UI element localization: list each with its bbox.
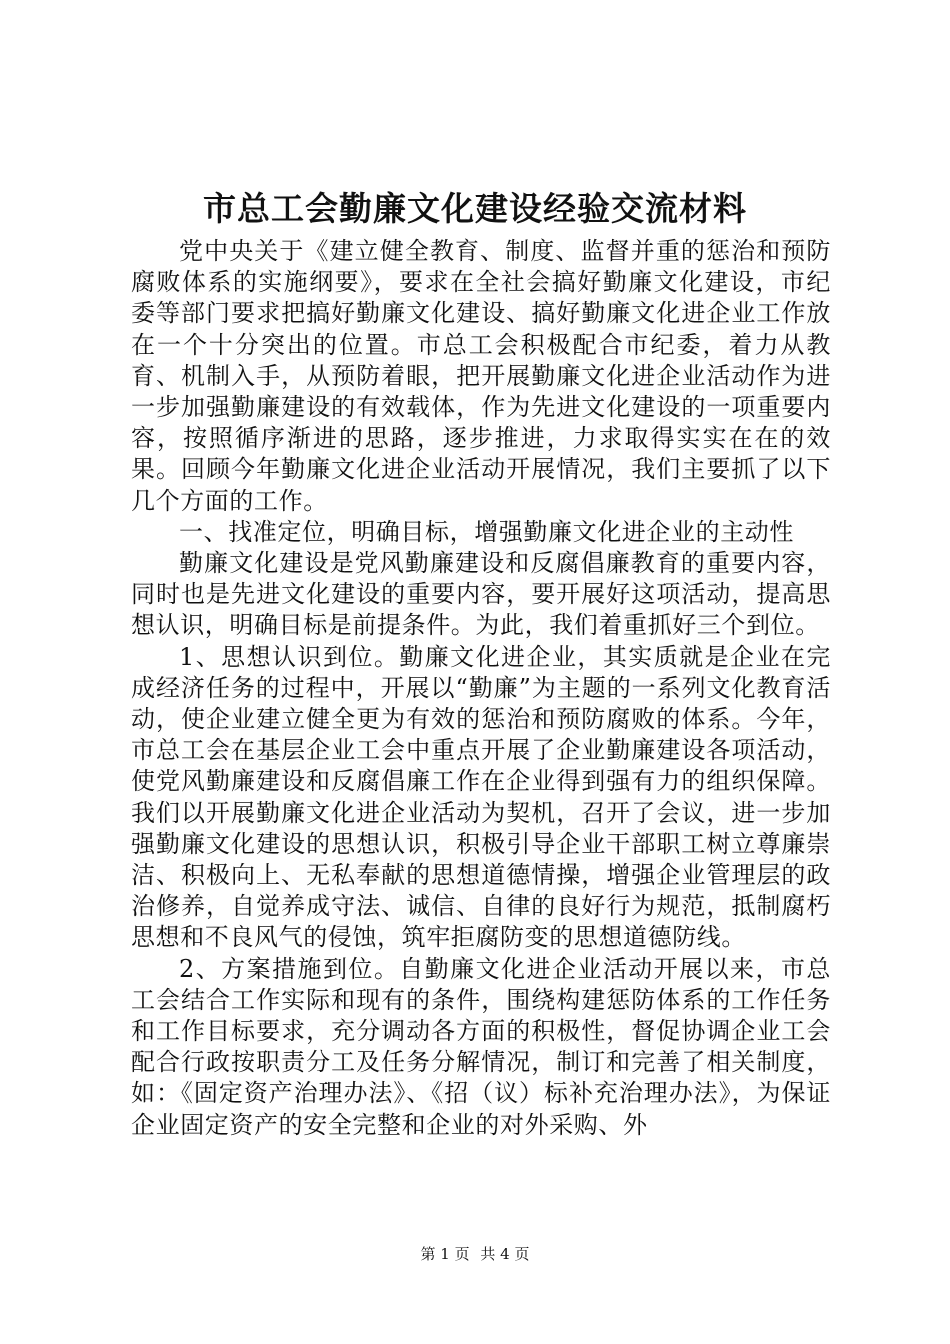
paragraph-item-1: 1、思想认识到位。勤廉文化进企业，其实质就是企业在完成经济任务的过程中，开展以“勤廉”为主题的一系列文化教育活动，使企业建立健全更为有效的惩治和预防腐败的体系。今年，市总工会在基层企业工会中重点开展了企业勤廉建设各项活动，使党风勤廉建设和反腐倡廉工作在企业得到强有力的组织保障。我们以开展勤廉文化进企业活动为契机，召开了会议，进一步加强勤廉文化建设的思想认识，积极引导企业干部职工树立尊廉崇洁、积极向上、无私奉献的思想道德情操，增强企业管理层的政治修养，自觉养成守法、诚信、自律的良好行为规范，抵制腐朽思想和不良风气的侵蚀，筑牢拒腐防变的思想道德防线。 <box>131 642 831 952</box>
paragraph-intro: 党中央关于《建立健全教育、制度、监督并重的惩治和预防腐败体系的实施纲要》，要求在全社会搞好勤廉文化建设，市纪委等部门要求把搞好勤廉文化建设、搞好勤廉文化进企业工作放在一个十分突出的位置。市总工会积极配合市纪委，着力从教育、机制入手，从预防着眼，把开展勤廉文化进企业活动作为进一步加强勤廉建设的有效载体，作为先进文化建设的一项重要内容，按照循序渐进的思路，逐步推进，力求取得实实在在的效果。回顾今年勤廉文化进企业活动开展情况，我们主要抓了以下几个方面的工作。 <box>131 237 831 515</box>
page-footer <box>0 1244 950 1264</box>
page-number: 第 1 页 <box>420 1245 470 1263</box>
paragraph-item-2: 2、方案措施到位。自勤廉文化进企业活动开展以来，市总工会结合工作实际和现有的条件，围绕构建惩防体系的工作任务和工作目标要求，充分调动各方面的积极性，督促协调企业工会配合行政按职责分工及任务分解情况，制订和完善了相关制度，如：《固定资产治理办法》、《招（议）标补充治理办法》，为保证企业固定资产的安全完整和企业的对外采购、外 <box>131 954 831 1139</box>
document-title: 市总工会勤廉文化建设经验交流材料 <box>203 189 747 228</box>
page-total: 共 4 页 <box>480 1245 530 1263</box>
section-heading-1: 一、找准定位，明确目标，增强勤廉文化进企业的主动性 <box>179 517 794 546</box>
document-body <box>131 236 831 1141</box>
paragraph-section-1: 勤廉文化建设是党风勤廉建设和反腐倡廉教育的重要内容，同时也是先进文化建设的重要内容，要开展好这项活动，提高思想认识，明确目标是前提条件。为此，我们着重抓好三个到位。 <box>131 549 831 640</box>
